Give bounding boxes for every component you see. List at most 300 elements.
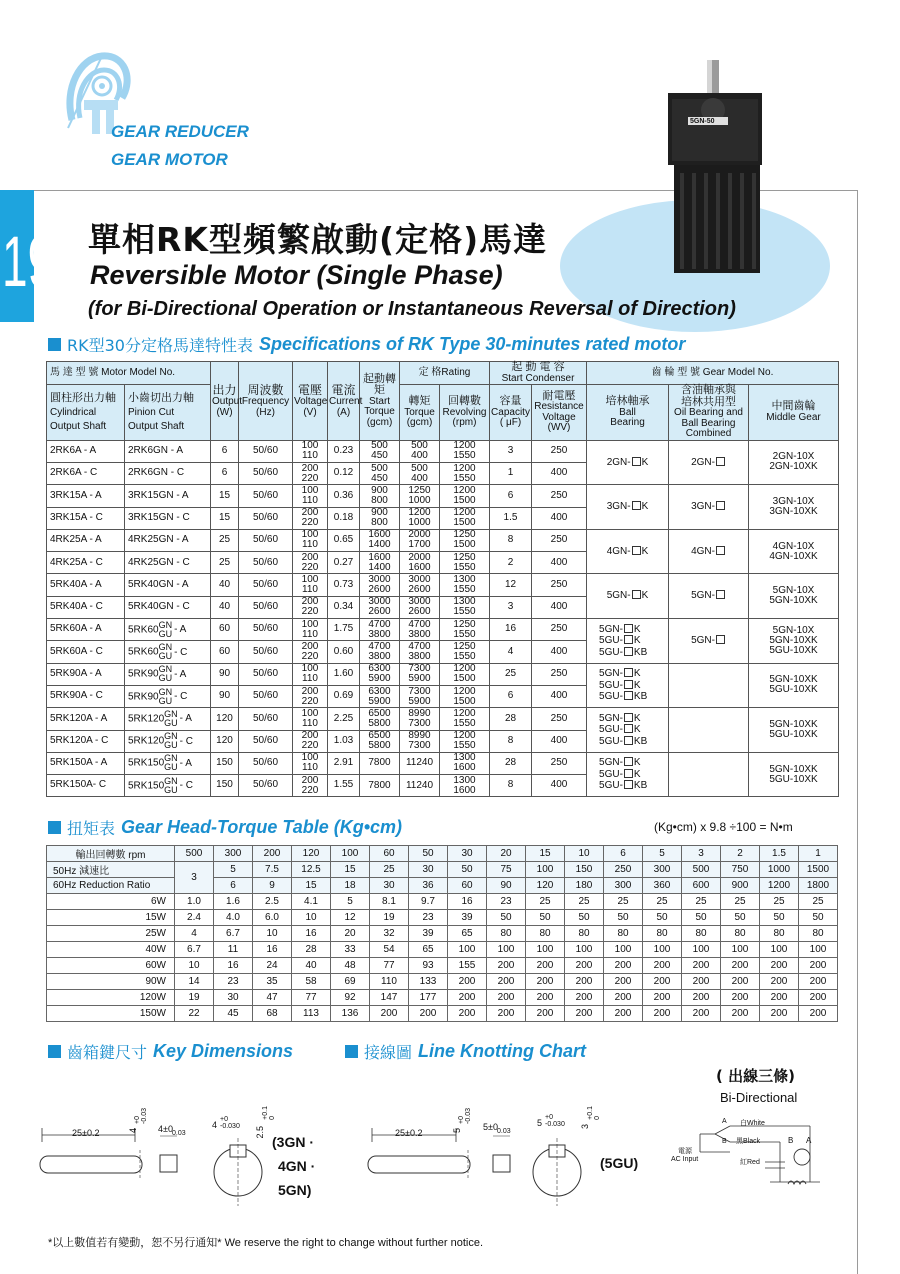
cell-voltage-1: 100 [301,440,319,452]
checkbox-icon [624,668,633,677]
cell-revolving [440,730,490,752]
cell-torque [400,529,440,551]
torque-rpm: 300 [214,846,253,862]
checkbox-icon [632,546,641,555]
cell-revolving-2: 1550 [453,606,476,618]
cell-start-torque-2: 5900 [368,695,391,707]
cell-start-torque [360,775,400,797]
cell-voltage-1: 100 [301,484,319,496]
torque-value: 8.1 [370,894,409,910]
cell-pinion [125,619,211,641]
cell-voltage [293,619,328,641]
torque-row [47,990,838,1006]
cell-revolving-1: 1250 [453,640,476,652]
cell-torque-2: 2600 [408,606,431,618]
cell-cylindrical: 2RK6A - C [47,462,125,484]
key2-b: 5±0 [483,1122,498,1132]
cell-torque [400,552,440,574]
cell-revolving-2: 1550 [453,628,476,640]
cell-capacity: 12 [490,574,532,596]
cell-start-torque [360,708,400,730]
torque-value: 68 [253,1006,292,1022]
gear-chip-line [599,635,667,647]
cell-revolving-2: 1550 [453,450,476,462]
torque-ratio60: 120 [526,878,565,894]
cell-torque-2: 7300 [408,740,431,752]
cell-voltage [293,552,328,574]
variant-gu: GU [164,762,178,773]
cell-capacity: 4 [490,641,532,663]
torque-value: 65 [448,926,487,942]
torque-value: 100 [565,942,604,958]
variant-gn: GN [164,708,178,719]
torque-table-body [47,846,838,1022]
cell-cylindrical: 5RK60A - C [47,641,125,663]
cell-start-torque [360,685,400,707]
middle-gear-1: 2GN-10X [772,451,815,463]
cell-revolving-2: 1550 [453,740,476,752]
torque-row [47,894,838,910]
cell-start-torque-1: 900 [371,484,388,496]
pinion-base: 5RK150 [128,758,165,770]
gear-prefix: 3GN- [606,501,631,513]
cell-output: 90 [211,685,239,707]
cell-frequency: 50/60 [239,663,293,685]
wiring-a: A [722,1118,727,1125]
cell-torque-1: 7300 [408,663,431,675]
cell-capacity: 6 [490,685,532,707]
cell-pinion [125,685,211,707]
torque-rpm: 5 [643,846,682,862]
torque-ratio60: 30 [370,878,409,894]
variant-gn: GN [164,775,178,786]
torque-value: 58 [292,974,331,990]
torque-value: 200 [643,974,682,990]
checkbox-icon [632,457,641,466]
middle-gear-2: 4GN-10XK [769,550,818,562]
cell-resistance: 400 [532,462,587,484]
cell-middle-gear [749,663,839,708]
torque-row [47,974,838,990]
torque-value: 80 [643,926,682,942]
middle-gear-3: 5GU-10XK [769,644,818,656]
cell-voltage-1: 100 [301,663,319,675]
cell-torque [400,596,440,618]
torque-watt: 25W [47,926,175,942]
cell-frequency: 50/60 [239,685,293,707]
cell-capacity: 8 [490,529,532,551]
gear-suffix: K [641,501,649,513]
cell-revolving-2: 1500 [453,695,476,707]
th-gear-model: 齒 輪 型 號 Gear Model No. [587,362,839,385]
cell-output: 40 [211,574,239,596]
cell-torque [400,462,440,484]
cell-cylindrical: 5RK60A - A [47,619,125,641]
gear-prefix: 5GU- [599,768,623,780]
torque-value: 23 [214,974,253,990]
cell-cylindrical: 5RK150A - A [47,752,125,774]
key1-length: 25±0.2 [72,1128,100,1138]
cell-revolving-1: 1300 [453,574,476,586]
pinion-variant [159,665,173,683]
torque-value: 48 [331,958,370,974]
key1-group [272,1130,315,1202]
cell-torque-2: 1700 [408,539,431,551]
checkbox-icon [624,680,633,689]
cell-cylindrical: 5RK40A - C [47,596,125,618]
checkbox-icon [716,457,725,466]
th-frequency: 周波數 Frequency (Hz) [239,362,293,441]
torque-ratio60: 360 [643,878,682,894]
cell-start-torque-1: 6300 [368,685,391,697]
checkbox-icon [624,635,633,644]
cell-output: 90 [211,663,239,685]
footer-note: *以上數值若有變動，恕不另行通知* We reserve the right to change without further notice. [48,1237,484,1249]
section-square-icon [345,1045,358,1058]
cell-current: 1.55 [328,775,360,797]
gear-prefix: 5GN- [606,590,631,602]
cell-revolving-2: 1550 [453,472,476,484]
torque-value: 80 [682,926,721,942]
cell-resistance: 250 [532,708,587,730]
cell-voltage [293,574,328,596]
cell-frequency: 50/60 [239,440,293,462]
gear-prefix: 4GN- [606,545,631,557]
pinion-base: 5RK60 [128,624,159,636]
torque-value: 200 [409,1006,448,1022]
checkbox-icon [716,501,725,510]
pinion-suffix: - A [174,624,187,636]
cell-output: 15 [211,507,239,529]
th-start-torque: 起動轉矩 Start Torque (gcm) [360,362,400,441]
torque-rpm: 50 [409,846,448,862]
wiring-b: B [722,1138,727,1145]
gear-suffix: K [633,712,641,724]
torque-value: 77 [292,990,331,1006]
torque-value: 200 [526,1006,565,1022]
gear-chip-line [599,724,667,736]
torque-value: 50 [565,910,604,926]
torque-value: 23 [409,910,448,926]
cell-torque-1: 2000 [408,551,431,563]
variant-gu: GU [164,740,178,751]
torque-value: 200 [487,990,526,1006]
torque-value: 200 [643,958,682,974]
cell-capacity: 25 [490,663,532,685]
torque-value: 80 [565,926,604,942]
cell-revolving [440,507,490,529]
gear-suffix: KB [633,735,648,747]
torque-value: 155 [448,958,487,974]
cell-start-torque-1: 3000 [368,596,391,608]
key2-group: (5GU) [600,1155,639,1171]
checkbox-icon [716,546,725,555]
gear-prefix: 5GN- [691,635,715,647]
right-rule [857,190,858,1274]
cell-voltage [293,708,328,730]
cell-output: 25 [211,552,239,574]
torque-value: 16 [214,958,253,974]
cell-torque-2: 400 [411,472,428,484]
key1-d-tol: +0.1 0 [262,1106,276,1120]
spec-row [47,529,839,551]
torque-value: 200 [565,1006,604,1022]
torque-row [47,958,838,974]
key1-b-tol: 0.03 [172,1130,186,1137]
torque-rpm-label: 輸出回轉數 rpm [47,846,175,862]
middle-gear-2: 5GU-10XK [769,729,818,740]
torque-watt: 120W [47,990,175,1006]
cell-start-torque [360,552,400,574]
cell-output: 150 [211,775,239,797]
th-ball-bearing: 培林軸承 Ball Bearing [587,385,669,441]
cell-start-torque [360,462,400,484]
torque-value: 19 [370,910,409,926]
torque-ratio50: 500 [682,862,721,878]
cell-ball-bearing [587,619,669,664]
cell-torque-2: 1000 [408,494,431,506]
torque-ratio60: 18 [331,878,370,894]
cell-resistance: 250 [532,574,587,596]
cell-start-torque [360,529,400,551]
cell-middle-gear [749,440,839,485]
cell-revolving-1: 1200 [453,462,476,474]
cell-current: 0.12 [328,462,360,484]
cell-revolving-1: 1200 [453,707,476,719]
torque-row [47,942,838,958]
middle-gear-2: 5GN-10XK [769,634,818,646]
torque-ratio50: 7.5 [253,862,292,878]
checkbox-icon [624,624,633,633]
gear-suffix: K [641,545,649,557]
pinion-suffix: - A [179,713,192,725]
wiring-power-en: AC Input [671,1156,699,1163]
torque-value: 100 [643,942,682,958]
gear-chip-line [599,769,667,781]
cell-torque-1: 500 [411,462,428,474]
cell-frequency: 50/60 [239,730,293,752]
torque-value: 50 [760,910,799,926]
cell-oil-bearing [669,485,749,530]
torque-value: 80 [799,926,838,942]
cell-voltage [293,529,328,551]
torque-value: 200 [799,958,838,974]
pinion-variant [159,643,173,661]
spec-row [47,619,839,641]
checkbox-icon [624,769,633,778]
torque-value: 80 [721,926,760,942]
cell-torque-2: 5900 [408,673,431,685]
cell-voltage [293,752,328,774]
title-en: Reversible Motor (Single Phase) [90,260,503,290]
cell-start-torque-2: 1400 [368,561,391,573]
torque-value: 200 [604,974,643,990]
cell-output: 6 [211,462,239,484]
torque-value: 200 [526,974,565,990]
cell-ball-bearing [587,708,669,753]
cell-frequency: 50/60 [239,507,293,529]
middle-gear-1: 5GN-10XK [769,719,818,730]
torque-value: 200 [682,1006,721,1022]
pinion-variant [159,688,173,706]
cell-revolving [440,596,490,618]
cell-current: 2.25 [328,708,360,730]
wiring-black: 黑Black [736,1138,761,1145]
cell-torque-1: 500 [411,440,428,452]
cell-voltage-1: 100 [301,618,319,630]
pinion-variant [164,732,178,750]
cell-revolving [440,462,490,484]
cell-current: 0.18 [328,507,360,529]
torque-value: 200 [682,990,721,1006]
torque-value: 25 [565,894,604,910]
torque-value: 200 [604,990,643,1006]
cell-start-torque-2: 5800 [368,740,391,752]
cell-start-torque-1: 500 [371,462,388,474]
variant-gu: GU [164,717,178,728]
torque-rpm: 10 [565,846,604,862]
cell-frequency: 50/60 [239,619,293,641]
torque-value: 25 [760,894,799,910]
cell-torque-1: 3000 [408,574,431,586]
th-torque: 轉矩 Torque (gcm) [400,385,440,441]
cell-voltage-1: 100 [301,707,319,719]
torque-value: 200 [565,974,604,990]
middle-gear-2: 3GN-10XK [769,506,818,518]
torque-value: 23 [487,894,526,910]
torque-value: 11 [214,942,253,958]
key1-d: 2.5 [255,1126,265,1139]
pinion-base: 5RK60 [128,646,159,658]
gear-suffix: K [633,724,641,736]
key1-group-line1: (3GN · [272,1134,314,1150]
torque-value: 24 [253,958,292,974]
gear-suffix: K [633,768,641,780]
cell-cylindrical: 5RK120A - A [47,708,125,730]
cell-voltage [293,663,328,685]
cell-middle-gear [749,708,839,753]
cell-pinion [125,663,211,685]
cell-start-torque [360,663,400,685]
torque-value: 2.5 [253,894,292,910]
key1-group-line2: 4GN · [278,1158,316,1174]
cell-start-torque-2: 5800 [368,717,391,729]
cell-revolving-1: 1250 [453,618,476,630]
variant-gu: GU [158,650,173,661]
cell-torque-1: 7300 [408,685,431,697]
torque-watt: 150W [47,1006,175,1022]
cell-middle-gear [749,619,839,664]
spec-row [47,752,839,774]
cell-cylindrical: 5RK120A - C [47,730,125,752]
spec-row [47,574,839,596]
gear-chip-line [599,713,667,725]
th-middle-gear: 中間齒輪 Middle Gear [749,385,839,441]
cell-resistance: 400 [532,507,587,529]
middle-gear-2: 5GU-10XK [769,684,818,696]
torque-ratio50: 100 [526,862,565,878]
cell-torque [400,752,440,774]
cell-revolving-1: 1200 [453,440,476,452]
cell-voltage [293,641,328,663]
cell-start-torque-1: 900 [371,507,388,519]
cell-current: 1.03 [328,730,360,752]
torque-value: 100 [760,942,799,958]
torque-value: 136 [331,1006,370,1022]
cell-torque-2: 3800 [408,628,431,640]
cell-torque [400,730,440,752]
torque-value: 200 [487,1006,526,1022]
torque-value: 4 [175,926,214,942]
variant-gu: GU [164,784,178,795]
pinion-variant [164,710,178,728]
torque-value: 133 [409,974,448,990]
cell-torque-2: 7300 [408,717,431,729]
th-oil-bearing: 含油軸承與 培林共用型 Oil Bearing and Ball Bearing Combined [669,385,749,441]
cell-frequency: 50/60 [239,708,293,730]
torque-ratio50: 300 [643,862,682,878]
cell-pinion: 2RK6GN - C [125,462,211,484]
torque-value: 200 [526,958,565,974]
cell-revolving-1: 1250 [453,551,476,563]
torque-value: 80 [526,926,565,942]
torque-row [47,926,838,942]
torque-ratio50: 50 [448,862,487,878]
gear-suffix: K [633,668,641,680]
cell-start-torque [360,440,400,462]
cell-torque-2: 1000 [408,517,431,529]
cell-revolving-2: 1500 [453,494,476,506]
key2-b-tol: 0.03 [497,1128,511,1135]
cell-revolving [440,685,490,707]
gear-suffix: KB [633,691,648,703]
middle-gear-1: 3GN-10X [772,496,815,508]
cell-voltage-1: 100 [301,752,319,764]
cell-voltage-1: 200 [301,551,319,563]
variant-gu: GU [158,673,173,684]
gear-suffix: KB [633,646,648,658]
cell-voltage [293,462,328,484]
cell-start-torque [360,619,400,641]
torque-rpm: 1.5 [760,846,799,862]
cell-cylindrical: 4RK25A - C [47,552,125,574]
gear-chip-line [599,680,667,692]
torque-value: 10 [175,958,214,974]
cell-pinion [125,775,211,797]
motor-photo-image [650,55,790,275]
cell-start-torque-2: 800 [371,494,388,506]
line-section-title [345,1040,586,1063]
torque-ratio60: 15 [292,878,331,894]
torque-value: 200 [760,974,799,990]
cell-pinion: 4RK25GN - C [125,552,211,574]
cell-cylindrical: 2RK6A - A [47,440,125,462]
pinion-suffix: - C [179,780,193,792]
line-section-cn: 接線圖 [364,1043,413,1062]
title-cn: 單相RK型頻繁啟動(定格)馬達 [88,220,548,259]
key-section-cn: 齒箱鍵尺寸 [67,1043,148,1062]
cell-start-torque-1: 7800 [368,779,391,791]
cell-voltage-1: 100 [301,574,319,586]
cell-revolving [440,619,490,641]
cell-ball-bearing [587,440,669,485]
cell-oil-bearing [669,440,749,485]
key1-c-tol: +0 -0.030 [220,1116,240,1130]
variant-gn: GN [158,619,173,630]
spec-section-en: Specifications of RK Type 30-minutes rated motor [258,334,686,354]
cell-capacity: 3 [490,440,532,462]
torque-value: 200 [487,958,526,974]
